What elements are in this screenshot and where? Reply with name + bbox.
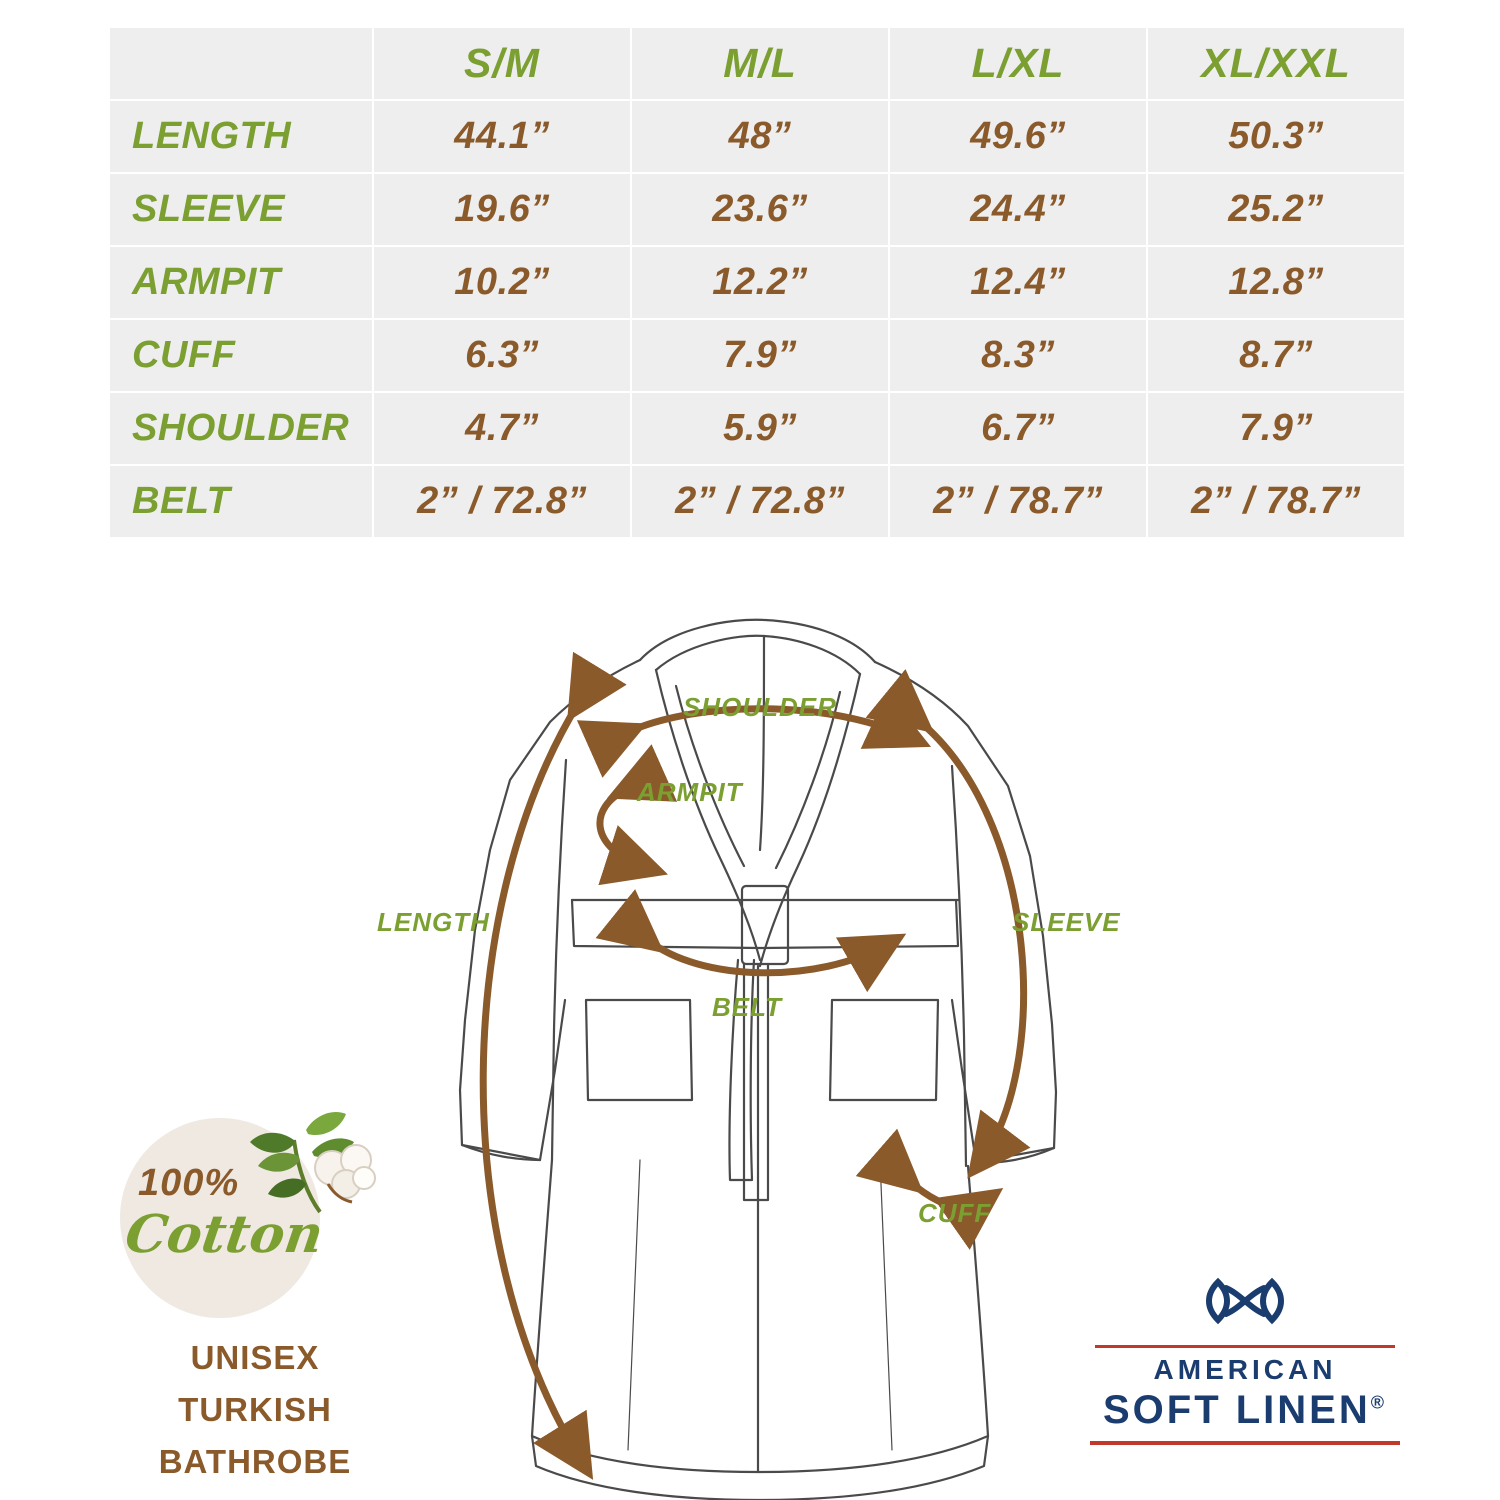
row-label-sleeve: SLEEVE [109,173,373,246]
cell-armpit-ml: 12.2” [631,246,889,319]
cell-length-sm: 44.1” [373,100,631,173]
cell-cuff-xlxxl: 8.7” [1147,319,1405,392]
cell-armpit-lxl: 12.4” [889,246,1147,319]
cell-sleeve-lxl: 24.4” [889,173,1147,246]
row-label-belt: BELT [109,465,373,538]
brand-logo [1080,1270,1410,1445]
diagram-label-cuff: CUFF [918,1198,992,1228]
measurement-arrows-svg [340,600,1170,1500]
table-row [109,246,1405,319]
table-header-size-2: L/XL [889,27,1147,100]
caption-line-2: TURKISH [178,1391,332,1428]
table-row [109,392,1405,465]
diagram-label-shoulder: SHOULDER [683,692,837,722]
cell-cuff-ml: 7.9” [631,319,889,392]
belt-arrow [648,940,888,973]
row-label-cuff: CUFF [109,319,373,392]
table-row [109,465,1405,538]
bathrobe-measurement-diagram [340,600,1170,1500]
cell-sleeve-ml: 23.6” [631,173,889,246]
cotton-material-text: Cotton [121,1204,327,1265]
table-row [109,100,1405,173]
knot-logo-icon [1202,1270,1288,1332]
cell-belt-ml: 2” / 72.8” [631,465,889,538]
cell-sleeve-xlxxl: 25.2” [1147,173,1405,246]
sleeve-arrow [918,720,1024,1162]
length-arrow [483,704,582,1462]
cell-shoulder-sm: 4.7” [373,392,631,465]
caption-line-1: UNISEX [190,1339,320,1376]
registered-mark: ® [1370,1392,1388,1413]
cell-cuff-sm: 6.3” [373,319,631,392]
table-corner-cell [109,27,373,100]
table-header-size-0: S/M [373,27,631,100]
brand-divider-top [1095,1345,1395,1348]
product-caption [110,1332,400,1488]
cotton-badge [110,1100,380,1480]
cell-length-xlxxl: 50.3” [1147,100,1405,173]
table-row [109,319,1405,392]
cell-belt-sm: 2” / 72.8” [373,465,631,538]
row-label-armpit: ARMPIT [109,246,373,319]
brand-name-line2 [1080,1388,1410,1433]
brand-name-text: SOFT LINEN [1102,1388,1371,1432]
cell-sleeve-sm: 19.6” [373,173,631,246]
diagram-label-armpit: ARMPIT [637,777,743,807]
table-row [109,173,1405,246]
caption-line-3: BATHROBE [158,1443,352,1480]
table-header-size-3: XL/XXL [1147,27,1405,100]
row-label-length: LENGTH [109,100,373,173]
diagram-label-belt: BELT [712,992,782,1022]
table-header-row [109,27,1405,100]
brand-name-line1: AMERICAN [1153,1354,1337,1385]
cell-belt-xlxxl: 2” / 78.7” [1147,465,1405,538]
table-header-size-1: M/L [631,27,889,100]
cell-length-lxl: 49.6” [889,100,1147,173]
brand-divider-bottom [1090,1441,1400,1445]
cotton-percent-text: 100% [138,1162,240,1204]
size-chart-table [108,26,1406,539]
cell-length-ml: 48” [631,100,889,173]
row-label-shoulder: SHOULDER [109,392,373,465]
diagram-label-length: LENGTH [377,907,490,937]
cell-armpit-xlxxl: 12.8” [1147,246,1405,319]
diagram-label-sleeve: SLEEVE [1012,907,1121,937]
cell-shoulder-ml: 5.9” [631,392,889,465]
cell-shoulder-xlxxl: 7.9” [1147,392,1405,465]
cell-belt-lxl: 2” / 78.7” [889,465,1147,538]
cell-cuff-lxl: 8.3” [889,319,1147,392]
cell-armpit-sm: 10.2” [373,246,631,319]
cell-shoulder-lxl: 6.7” [889,392,1147,465]
